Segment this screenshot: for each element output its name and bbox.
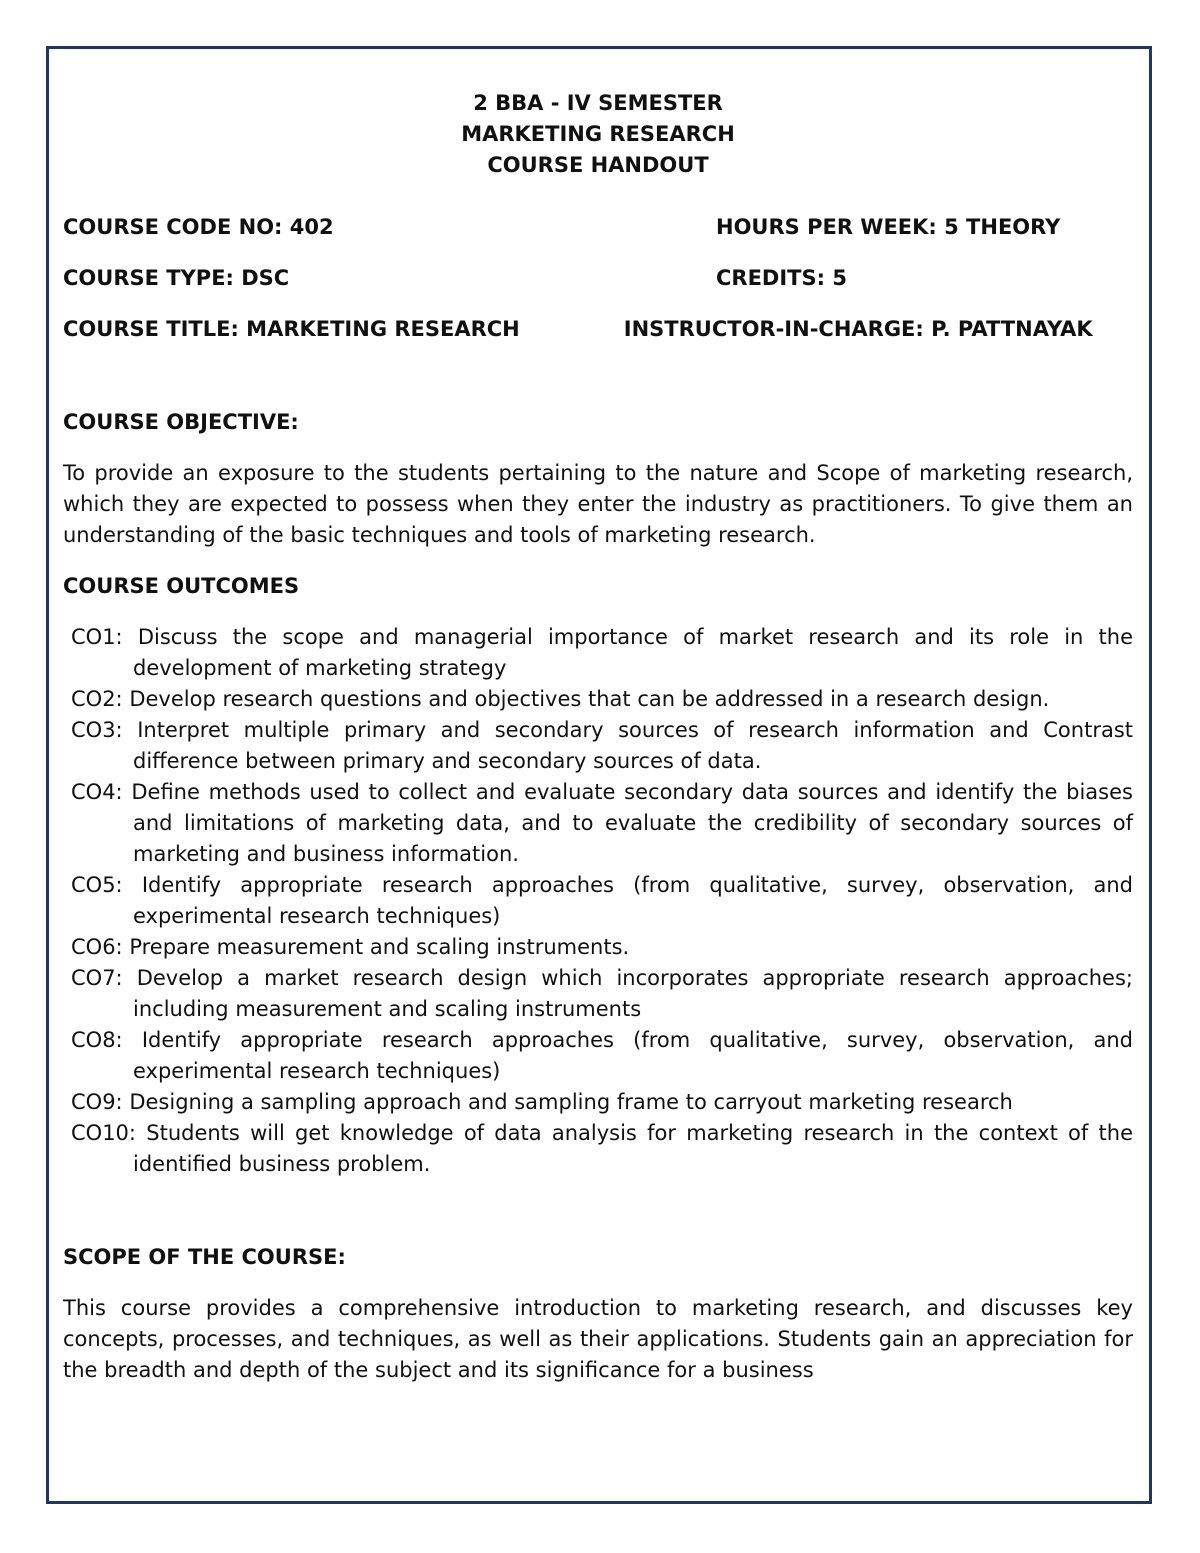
outcome-code: CO5: (71, 873, 123, 897)
outcome-text: Designing a sampling approach and sampling frame to carryout marketing research (129, 1090, 1013, 1114)
outcome-code: CO6: (71, 935, 123, 959)
outcome-text: Develop a market research design which incorporates appropriate research approaches; including measurement and scaling instruments (133, 966, 1133, 1021)
outcome-code: CO8: (71, 1028, 123, 1052)
credits: CREDITS: 5 (716, 266, 847, 290)
document-header (63, 88, 1133, 181)
outcomes-list (63, 622, 1133, 1180)
semester-title: 2 BBA - IV SEMESTER (473, 91, 723, 115)
outcome-text: Define methods used to collect and evaluate secondary data sources and identify the biases and limitations of marketing data, and to evaluate the credibility of secondary sources of marketing and business information. (131, 780, 1133, 866)
outcome-text: Develop research questions and objectives that can be addressed in a research design. (129, 687, 1050, 711)
course-type: COURSE TYPE: DSC (63, 266, 290, 290)
list-item (63, 622, 1133, 684)
list-item (63, 684, 1133, 715)
outcome-code: CO4: (71, 780, 123, 804)
list-item (63, 932, 1133, 963)
course-code: COURSE CODE NO: 402 (63, 215, 334, 239)
list-item (63, 777, 1133, 870)
outcome-text: Discuss the scope and managerial importance of market research and its role in the development of marketing strategy (133, 625, 1133, 680)
instructor-in-charge: INSTRUCTOR-IN-CHARGE: P. PATTNAYAK (623, 317, 1093, 341)
meta-row-title-instructor (63, 314, 1133, 345)
outcome-text: Identify appropriate research approaches (from qualitative, survey, observation, and experimental research techniques) (133, 1028, 1133, 1083)
subject-title: MARKETING RESEARCH (461, 122, 735, 146)
list-item (63, 1118, 1133, 1180)
outcome-code: CO2: (71, 687, 123, 711)
outcome-code: CO3: (71, 718, 123, 742)
handout-title: COURSE HANDOUT (487, 153, 709, 177)
outcome-text: Interpret multiple primary and secondary sources of research information and Contrast difference between primary and secondary sources of data. (133, 718, 1133, 773)
outcome-code: CO9: (71, 1090, 123, 1114)
scope-heading: SCOPE OF THE COURSE: (63, 1245, 346, 1269)
list-item (63, 1087, 1133, 1118)
outcome-code: CO1: (71, 625, 123, 649)
list-item (63, 963, 1133, 1025)
list-item (63, 715, 1133, 777)
outcome-code: CO10: (71, 1121, 136, 1145)
scope-text: This course provides a comprehensive introduction to marketing research, and discusses key concepts, processes, and techniques, as well as their applications. Students gain an appreciation for the breadth and depth of the subject and its significance for a business (63, 1296, 1133, 1382)
list-item (63, 870, 1133, 932)
meta-row-code-hours (63, 212, 1133, 243)
meta-row-type-credits (63, 263, 1133, 294)
outcome-text: Prepare measurement and scaling instruments. (129, 935, 630, 959)
hours-per-week: HOURS PER WEEK: 5 THEORY (716, 215, 1061, 239)
course-title: COURSE TITLE: MARKETING RESEARCH (63, 317, 520, 341)
list-item (63, 1025, 1133, 1087)
outcome-text: Identify appropriate research approaches (from qualitative, survey, observation, and experimental research techniques) (133, 873, 1133, 928)
outcomes-heading: COURSE OUTCOMES (63, 574, 300, 598)
objective-text: To provide an exposure to the students pertaining to the nature and Scope of marketing research, which they are expected to possess when they enter the industry as practitioners. To give them an understanding of the basic techniques and tools of marketing research. (63, 461, 1133, 547)
outcome-code: CO7: (71, 966, 123, 990)
objective-heading: COURSE OBJECTIVE: (63, 410, 299, 434)
outcome-text: Students will get knowledge of data analysis for marketing research in the context of the identified business problem. (133, 1121, 1133, 1176)
document-body (63, 88, 1133, 1386)
